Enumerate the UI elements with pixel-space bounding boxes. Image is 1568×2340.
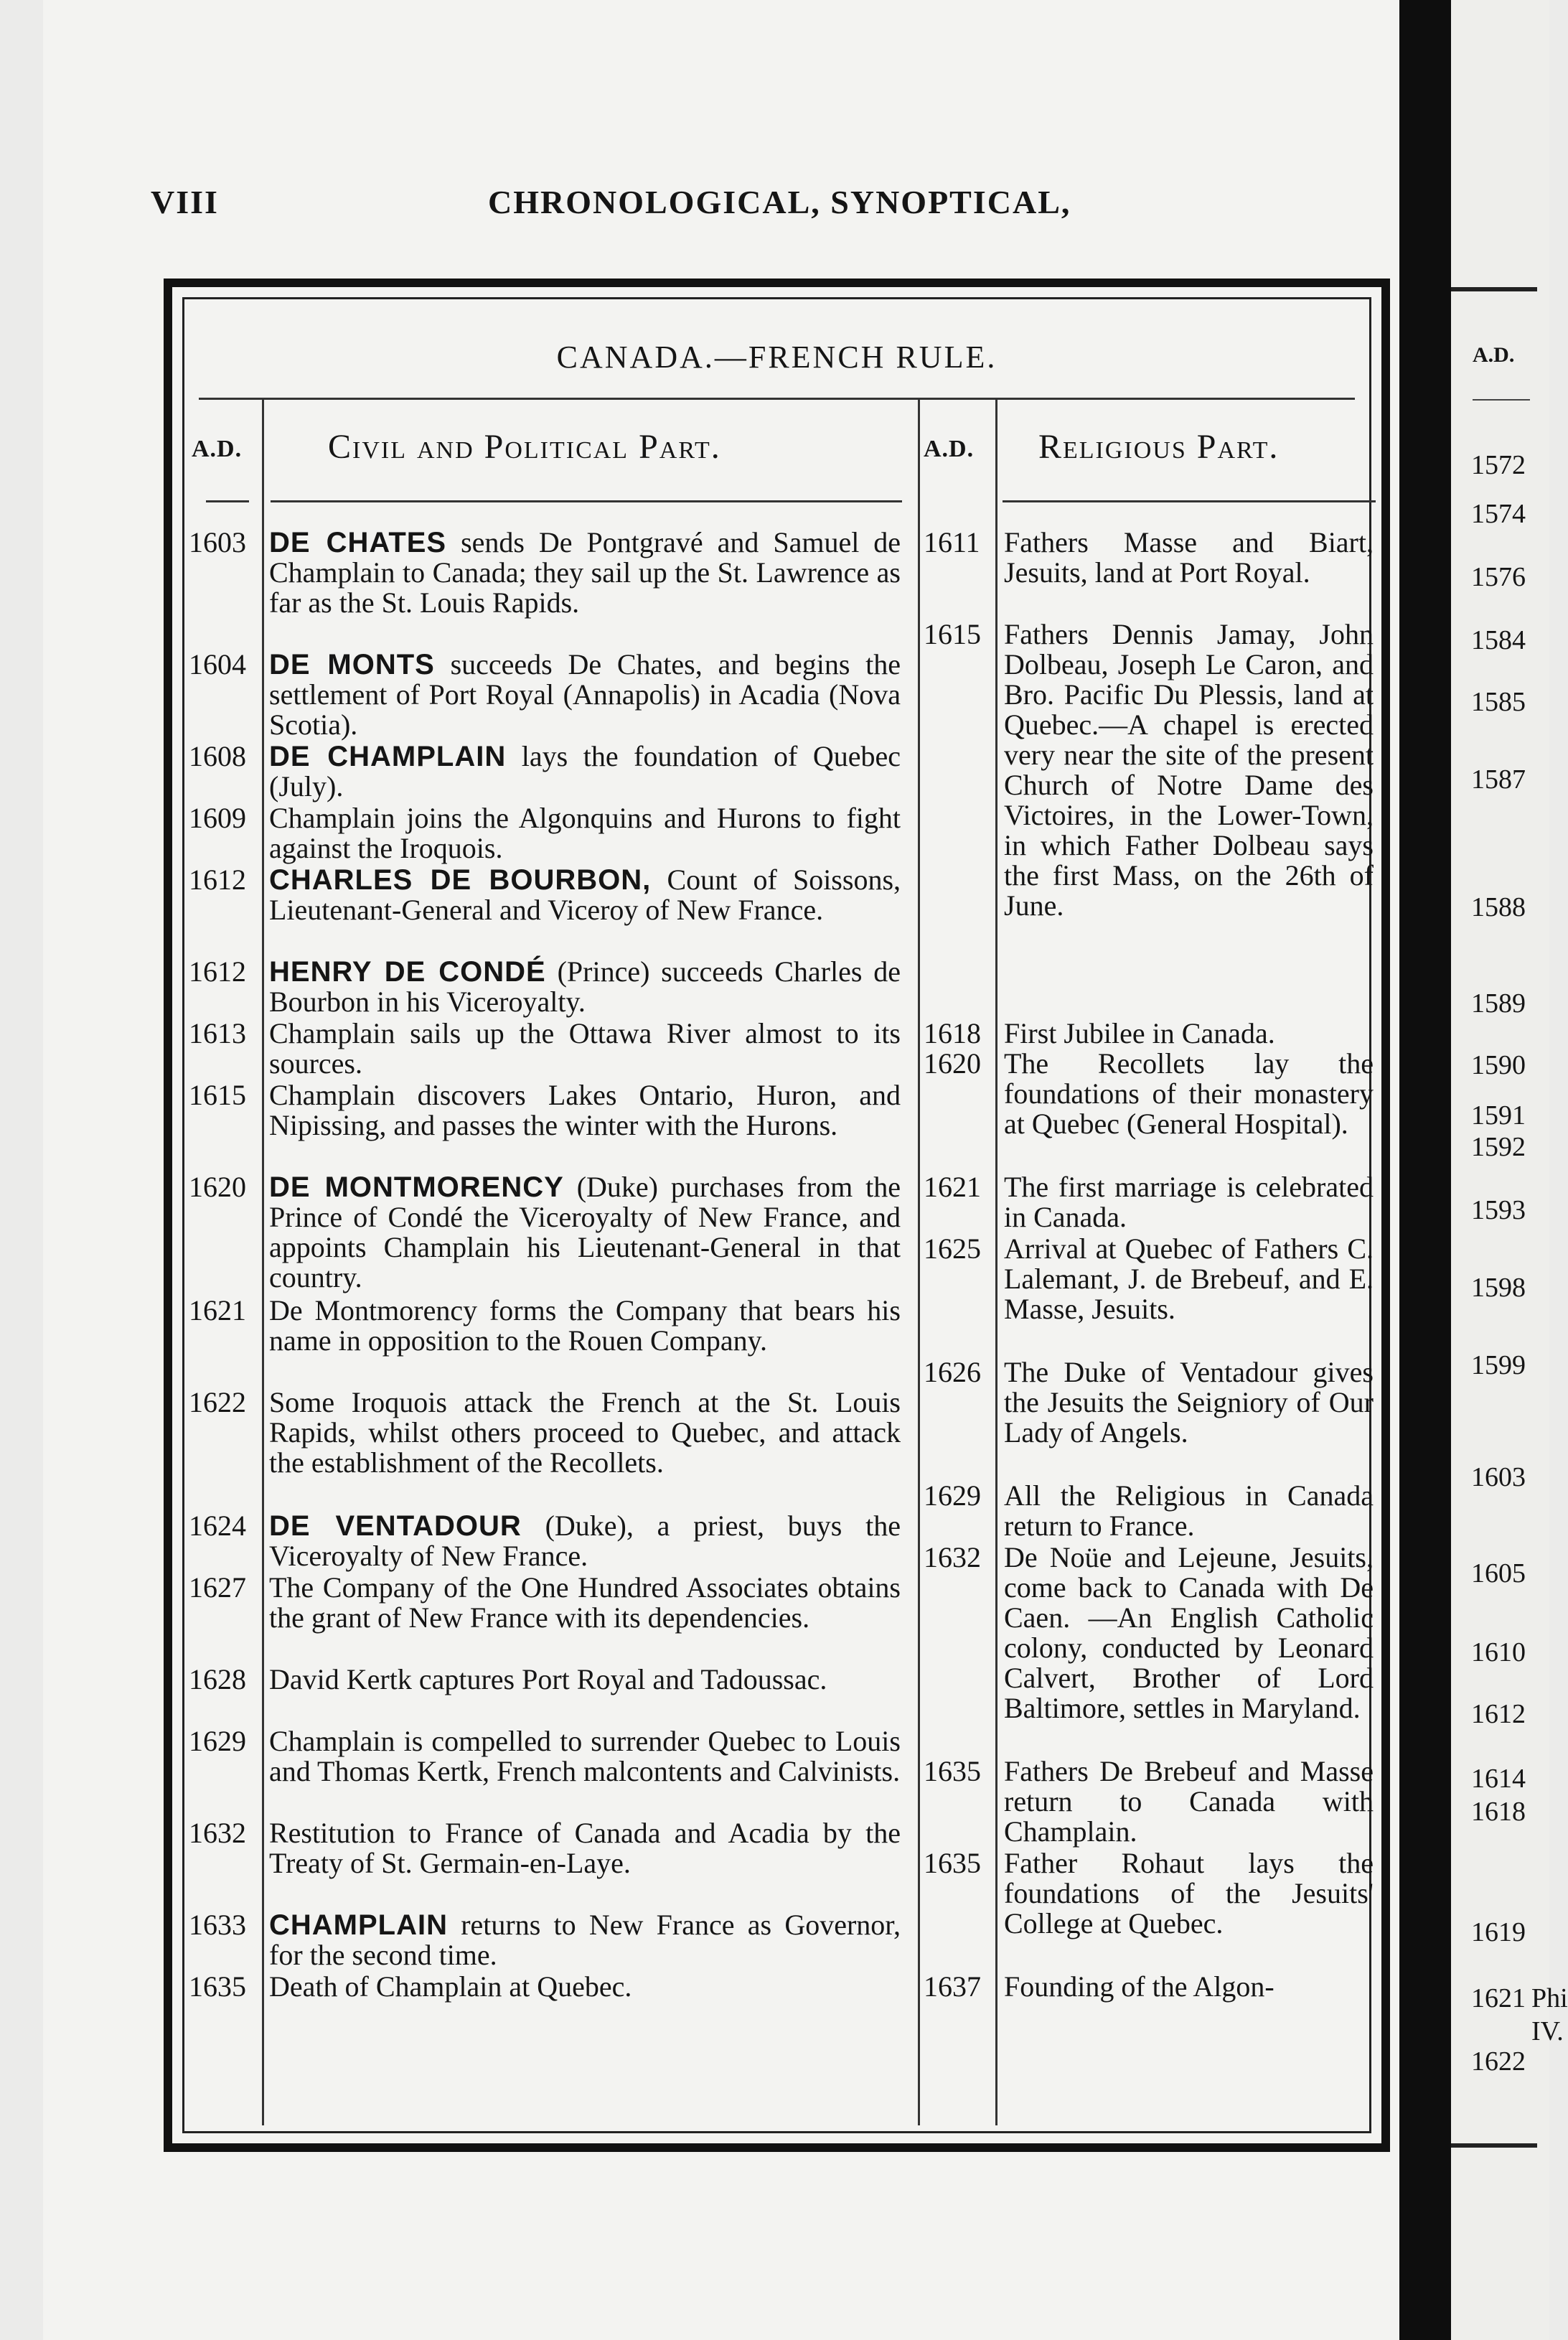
religious-heading: Religious Part. xyxy=(1038,428,1280,466)
facing-year: 1622 xyxy=(1471,2046,1526,2077)
header-rule xyxy=(206,500,249,502)
facing-year: 1603 xyxy=(1471,1462,1526,1492)
ad-column-header: A.D. xyxy=(192,436,243,462)
facing-year: 1598 xyxy=(1471,1273,1526,1303)
page-header xyxy=(151,183,1385,240)
facing-year: 1612 xyxy=(1471,1699,1526,1729)
facing-year: 1592 xyxy=(1471,1132,1526,1162)
table-inner-border: CANADA.—FRENCH RULE. A.D. Civil and Political Part. A.D. Religious Part. 1603 DE CHATES sends De Pontgravé and Samuel de Champlain to Canada; they sail up the St. Lawrence as far as the St. Louis Rapids. 1604 DE MONTS succeeds De Chates, and begins the settlement of Port Royal (Annapolis) in Acadia (Nova Scotia). 1608 DE CHAMPLAIN lays the foundation of Quebec (July). 1609 Champlain joins the Algonquins and Hurons to fight against the Iroquois. 1612 CHARLES DE BOURBON, Count of Soissons, Lieutenant-General and Viceroy of New France. 1612 HENRY DE CONDÉ (Prince) succeeds Charles de Bourbon in his Viceroyalty. 1613 Champlain sails up the Ottawa River almost to its sources. 1615 Champlain discovers Lakes Ontario, Huron, and Nipissing, and passes the winter with the Hurons. 1620 DE MONTMORENCY (Duke) purchases from the Prince of Condé the Viceroyalty of New France, and appoints Champlain his Lieutenant-General in that country. 1621 De Montmorency forms the Company that bears his name in opposition to the Rouen Company. 1622 Some Iroquois attack the French at the St. Louis Rapids, whilst others proceed to Quebec, and attack the establishment of the Recollets. 1624 DE VENTADOUR (Duke), a priest, buys the Viceroyalty of New France. 1627 The Company of the One Hundred Associates obtains the grant of New France with its dependencies. 1628 David Kertk captures Port Royal and Tadoussac. 1629 Champlain is compelled to surrender Quebec to Louis and Thomas Kertk, French malcontents and Calvinists. 1632 Restitution to France of Canada and Acadia by the Treaty of St. Germain-en-Laye. 1633 CHAMPLAIN returns to New France as Governor, for the second time. 1635 Death of Champlain at Quebec. 1611 Fathers Masse and Biart, Jesuits, land at Port Royal. 1615 Fathers Dennis Jamay, John Dolbeau, Joseph Le Caron, and Bro. Pacific Du Plessis, land at Quebec.—A chapel is erected very near the site of the present Church of Notre Dame des Victoires, in the Lower-Town, in which Father Dolbeau says the first Mass, on the 26th of June. 1618 First Jubilee in Canada. 1620 The Recollets lay the foundations of their monastery at Quebec (General Hospital). 1621 The first marriage is celebrated in Canada. 1625 Arrival at Quebec of Fathers C. Lalemant, J. de Brebeuf, and E. Masse, Jesuits. 1626 The Duke of Ventadour gives the Jesuits the Seigniory of Our Lady of Angels. 1629 All the Religious in Canada return to France. 1632 De Noüe and Lejeune, Jesuits, come back to Canada with De Caen. —An English Catholic colony, conducted by Leonard Calvert, Brother of Lord Baltimore, settles in Maryland. 1635 Fathers De Brebeuf and Masse return to Canada with Champlain. 1635 Father Rohaut lays the foundations of the Jesuits' College at Quebec. 1637 Founding of the Algon- xyxy=(182,297,1371,2133)
facing-header-rule xyxy=(1473,399,1530,401)
facing-year: 1585 xyxy=(1471,687,1526,717)
facing-page-fragment xyxy=(1451,0,1568,2340)
facing-year: 1584 xyxy=(1471,625,1526,655)
facing-year: 1574 xyxy=(1471,499,1526,529)
facing-year: 1599 xyxy=(1471,1350,1526,1380)
ad-column-header: A.D. xyxy=(924,436,975,462)
facing-year: 1621 xyxy=(1471,1983,1526,2013)
facing-year: 1587 xyxy=(1471,764,1526,795)
facing-year: 1591 xyxy=(1471,1100,1526,1131)
running-title: CHRONOLOGICAL, SYNOPTICAL, xyxy=(488,184,1071,220)
facing-ad-header: A.D. xyxy=(1473,343,1515,367)
table-title: CANADA.—FRENCH RULE. xyxy=(556,340,997,375)
facing-year: 1576 xyxy=(1471,562,1526,592)
facing-year: 1619 xyxy=(1471,1917,1526,1947)
title-rule xyxy=(199,398,1355,400)
facing-year: 1614 xyxy=(1471,1764,1526,1794)
chronology-table xyxy=(164,279,1390,2152)
civil-political-heading: Civil and Political Part. xyxy=(328,428,721,466)
facing-year: 1588 xyxy=(1471,892,1526,922)
facing-year: 1593 xyxy=(1471,1195,1526,1225)
book-gutter xyxy=(1399,0,1451,2340)
facing-year: 1590 xyxy=(1471,1050,1526,1080)
facing-year: 1618 xyxy=(1471,1797,1526,1827)
facing-year: 1605 xyxy=(1471,1558,1526,1588)
column-divider xyxy=(918,398,920,2125)
header-rule xyxy=(271,500,902,502)
header-rule xyxy=(1003,500,1376,502)
facing-text-fragment: IV. xyxy=(1531,2016,1564,2046)
facing-text-fragment: Phi xyxy=(1531,1983,1568,2013)
facing-year: 1572 xyxy=(1471,450,1526,480)
facing-year: 1589 xyxy=(1471,988,1526,1019)
facing-year: 1610 xyxy=(1471,1637,1526,1667)
page-number: VIII xyxy=(151,184,219,220)
